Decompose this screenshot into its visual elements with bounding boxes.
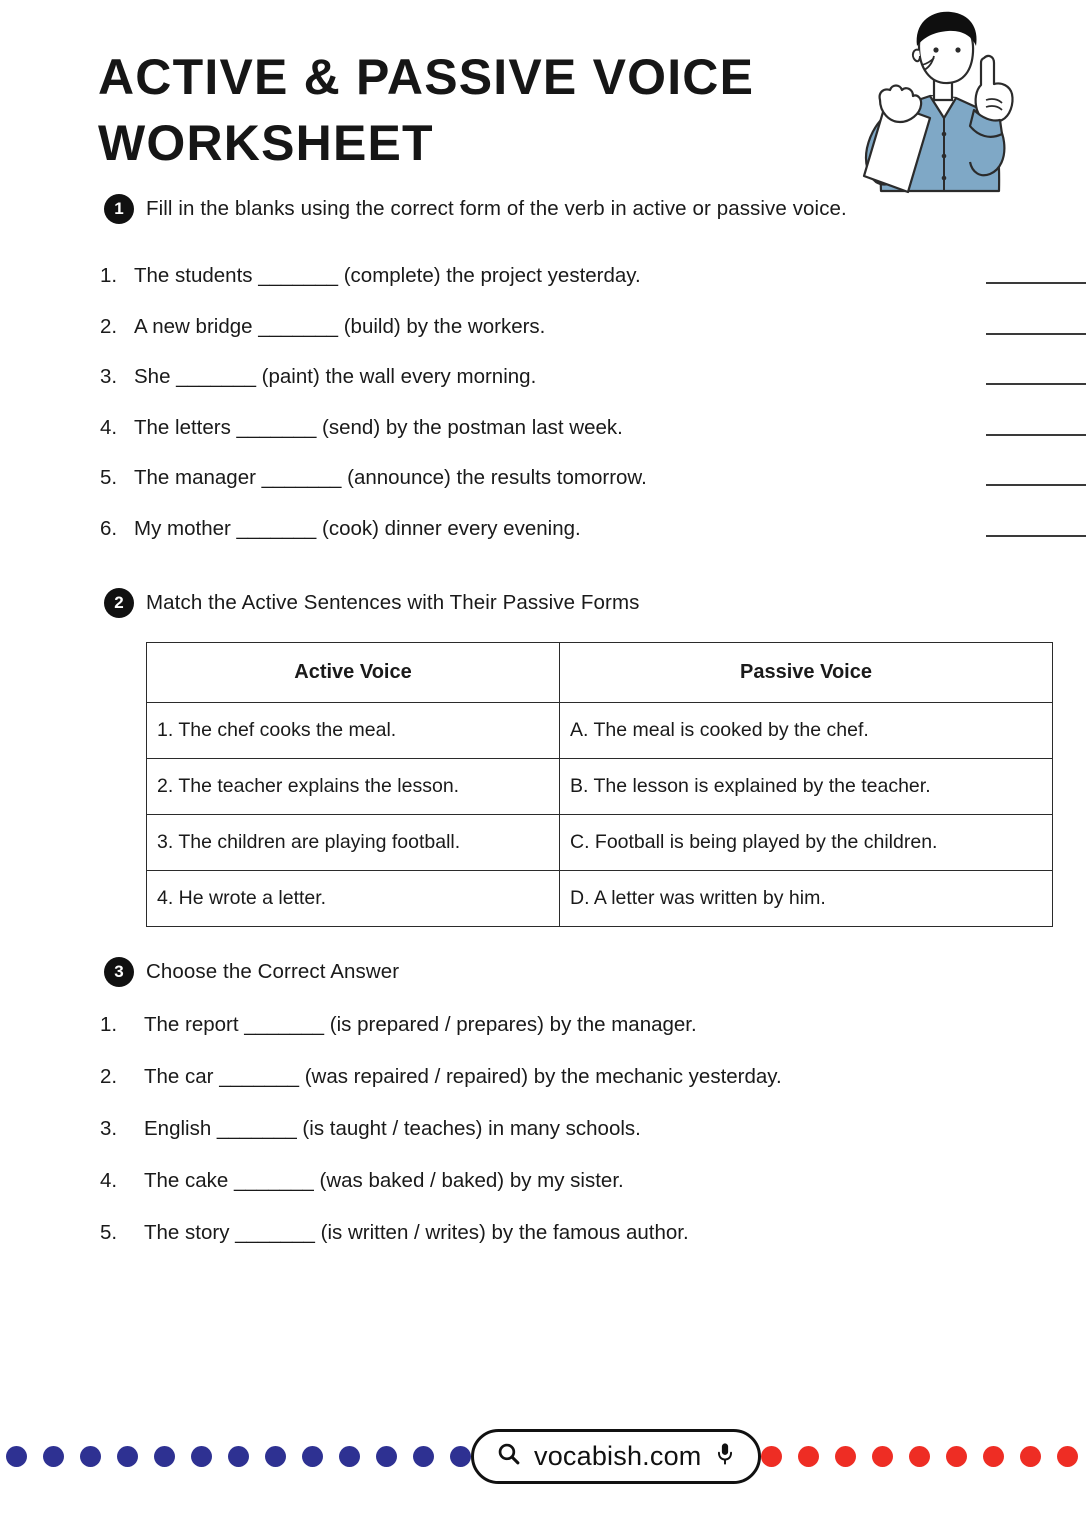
- list-item: [0, 1065, 1086, 1089]
- section-1-header: [104, 194, 1086, 224]
- choose-correct-answer-list: [0, 1013, 1086, 1245]
- item-number: 5.: [100, 466, 118, 490]
- section-1-instruction: Fill in the blanks using the correct form of the verb in active or passive voice.: [146, 197, 847, 220]
- matching-table: [146, 642, 1053, 927]
- list-item: [0, 517, 1086, 542]
- table-cell-active: 2. The teacher explains the lesson.: [147, 758, 560, 814]
- answer-blank-line[interactable]: [986, 315, 1086, 335]
- brand-name: vocabish.com: [534, 1440, 702, 1471]
- item-text: The manager _______ (announce) the results tomorrow.: [134, 466, 647, 490]
- table-cell-passive: D. A letter was written by him.: [560, 870, 1053, 926]
- page-footer: [0, 1428, 1086, 1484]
- decorative-dot: [946, 1446, 967, 1467]
- item-number: 3.: [100, 365, 118, 389]
- table-cell-passive: A. The meal is cooked by the chef.: [560, 702, 1053, 758]
- decorative-dot: [835, 1446, 856, 1467]
- section-3-badge: 3: [104, 957, 134, 987]
- decorative-dot: [339, 1446, 360, 1467]
- decorative-dot: [117, 1446, 138, 1467]
- decorative-dot: [983, 1446, 1004, 1467]
- decorative-dot: [265, 1446, 286, 1467]
- decorative-dots-left: [0, 1446, 471, 1467]
- list-item: [0, 1117, 1086, 1141]
- brand-search-pill[interactable]: [471, 1429, 761, 1484]
- list-item: [0, 1013, 1086, 1037]
- answer-blank-line[interactable]: [986, 264, 1086, 284]
- section-3-header: [104, 957, 1086, 987]
- decorative-dot: [80, 1446, 101, 1467]
- decorative-dot: [1057, 1446, 1078, 1467]
- list-item: [0, 466, 1086, 491]
- list-item: [0, 315, 1086, 340]
- decorative-dot: [761, 1446, 782, 1467]
- table-cell-active: 3. The children are playing football.: [147, 814, 560, 870]
- decorative-dot: [191, 1446, 212, 1467]
- item-number: 1.: [100, 264, 118, 287]
- answer-blank-line[interactable]: [986, 416, 1086, 436]
- item-number: 2.: [100, 1064, 118, 1088]
- item-text: The car _______ (was repaired / repaired) by the mechanic yesterday.: [144, 1064, 782, 1088]
- fill-in-the-blanks-list: [0, 264, 1086, 542]
- item-number: 3.: [100, 1116, 118, 1140]
- list-item: [0, 416, 1086, 441]
- table-cell-passive: B. The lesson is explained by the teacher.: [560, 758, 1053, 814]
- item-text: She _______ (paint) the wall every morning.: [134, 365, 537, 389]
- section-2-instruction: Match the Active Sentences with Their Passive Forms: [146, 590, 640, 614]
- list-item: [0, 264, 1086, 289]
- item-text: The letters _______ (send) by the postman last week.: [134, 415, 623, 439]
- table-row: [147, 702, 1053, 758]
- list-item: [0, 1169, 1086, 1193]
- column-header-active-voice: Active Voice: [147, 642, 560, 702]
- section-2-badge: 2: [104, 588, 134, 618]
- item-number: 6.: [100, 516, 118, 540]
- decorative-dots-right: [761, 1446, 1086, 1467]
- decorative-dot: [43, 1446, 64, 1467]
- list-item: [0, 1221, 1086, 1245]
- table-cell-active: 4. He wrote a letter.: [147, 870, 560, 926]
- column-header-passive-voice: Passive Voice: [560, 642, 1053, 702]
- item-text: The story _______ (is written / writes) by the famous author.: [144, 1220, 689, 1244]
- decorative-dot: [872, 1446, 893, 1467]
- page-header: [0, 0, 1086, 176]
- table-row: [147, 814, 1053, 870]
- item-text: English _______ (is taught / teaches) in many schools.: [144, 1116, 641, 1140]
- search-icon: [496, 1441, 521, 1471]
- item-number: 4.: [100, 1168, 118, 1192]
- decorative-dot: [450, 1446, 471, 1467]
- decorative-dot: [1020, 1446, 1041, 1467]
- decorative-dot: [798, 1446, 819, 1467]
- item-number: 5.: [100, 1220, 118, 1244]
- table-cell-passive: C. Football is being played by the children.: [560, 814, 1053, 870]
- section-2-header: [104, 588, 1086, 618]
- table-row: [147, 870, 1053, 926]
- list-item: [0, 365, 1086, 390]
- decorative-dot: [6, 1446, 27, 1467]
- page-title: ACTIVE & PASSIVE VOICE WORKSHEET: [98, 49, 755, 171]
- item-text: My mother _______ (cook) dinner every evening.: [134, 516, 581, 540]
- decorative-dot: [228, 1446, 249, 1467]
- header-illustration: [834, 6, 1034, 196]
- table-row: [147, 758, 1053, 814]
- section-1-badge: 1: [104, 194, 134, 224]
- answer-blank-line[interactable]: [986, 517, 1086, 537]
- item-number: 2.: [100, 314, 118, 338]
- item-number: 1.: [100, 1012, 118, 1036]
- answer-blank-line[interactable]: [986, 365, 1086, 385]
- decorative-dot: [376, 1446, 397, 1467]
- item-text: A new bridge _______ (build) by the workers.: [134, 314, 546, 338]
- decorative-dot: [909, 1446, 930, 1467]
- item-text: The report _______ (is prepared / prepares) by the manager.: [144, 1012, 697, 1036]
- microphone-icon[interactable]: [714, 1441, 736, 1471]
- item-text: The cake _______ (was baked / baked) by my sister.: [144, 1168, 624, 1192]
- section-3-instruction: Choose the Correct Answer: [146, 959, 400, 983]
- decorative-dot: [413, 1446, 434, 1467]
- answer-blank-line[interactable]: [986, 466, 1086, 486]
- item-number: 4.: [100, 415, 118, 439]
- item-text: The students _______ (complete) the project yesterday.: [134, 264, 641, 287]
- decorative-dot: [154, 1446, 175, 1467]
- table-header-row: [147, 642, 1053, 702]
- decorative-dot: [302, 1446, 323, 1467]
- table-cell-active: 1. The chef cooks the meal.: [147, 702, 560, 758]
